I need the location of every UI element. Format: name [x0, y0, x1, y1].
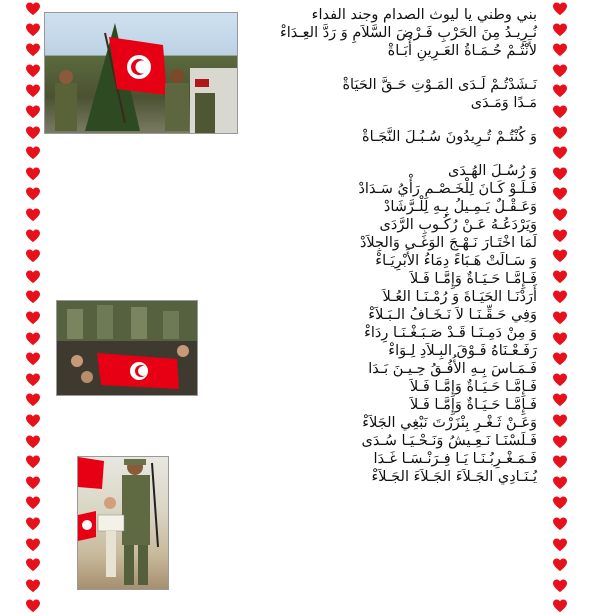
heart-icon [26, 126, 40, 140]
heart-icon [26, 290, 40, 304]
poem-line: أَرَدْنَـا الحَيَـاةَ وَ رُمْـنَـا العُـلاَ [382, 289, 537, 305]
heart-icon [553, 517, 567, 531]
poem-line: وَ مِنْ دَمِـنَـا قَـدْ صَـبَـغْـنَـا رِدَاءْ [364, 325, 537, 341]
heart-icon [26, 2, 40, 16]
heart-icon [26, 352, 40, 366]
heart-icon [26, 23, 40, 37]
heart-icon [26, 373, 40, 387]
stanza-gap [237, 60, 537, 76]
heart-icon [553, 373, 567, 387]
heart-icon [26, 270, 40, 284]
poem-line: مَـدًا وَمَـدَى [470, 95, 537, 111]
heart-border-left [22, 0, 44, 610]
heart-icon [553, 558, 567, 572]
heart-icon [26, 167, 40, 181]
poem-line: يُـنَـادِي الجَـلاَءَ الجَـلاَءَ الجَـلاَءْ [371, 469, 537, 485]
heart-icon [553, 496, 567, 510]
heart-icon [553, 414, 567, 428]
photo-crowd-flag [56, 300, 198, 396]
heart-icon [26, 332, 40, 346]
heart-icon [553, 579, 567, 593]
heart-icon [26, 496, 40, 510]
heart-icon [553, 352, 567, 366]
heart-icon [553, 187, 567, 201]
heart-icon [26, 435, 40, 449]
heart-icon [553, 311, 567, 325]
heart-icon [553, 435, 567, 449]
poem-line: وَعَـنْ ثَـغْـرِ بِنْزَرْتَ نَبْغِي الجَلاَءْ [362, 415, 537, 431]
heart-icon [26, 208, 40, 222]
heart-icon [26, 599, 40, 613]
heart-icon [553, 84, 567, 98]
poem-line: فَـمَـغْـرِبُـنَـا يَـا فِـرَنْـسَـا غَـدَا [373, 451, 537, 467]
heart-icon [26, 187, 40, 201]
heart-icon [553, 43, 567, 57]
heart-icon [26, 64, 40, 78]
heart-icon [553, 2, 567, 16]
heart-icon [553, 23, 567, 37]
poem-line: فَـإِمَّـا حَـيَـاةٌ وَإِمَّـا فَـلاَ [409, 379, 537, 395]
poem-line: نُـرِيـدُ مِنَ الحَرْبِ فَـرْضَ السَّلاَمِ وَ رَدَّ العِـدَاءْ [279, 25, 537, 41]
heart-icon [553, 105, 567, 119]
heart-icon [26, 538, 40, 552]
poem-line: وَ كُنْتُـمْ تُـرِيدُونَ سُـبُـلَ النَّجَـاةْ [361, 129, 537, 145]
heart-icon [553, 146, 567, 160]
heart-icon [553, 229, 567, 243]
poem-line: وَعَـقْـلٌ يَـمِـيلُ بِـهِ لِلْـرَّشَادْ [383, 199, 537, 215]
heart-icon [26, 311, 40, 325]
heart-icon [553, 455, 567, 469]
heart-icon [553, 64, 567, 78]
heart-icon [553, 393, 567, 407]
poem-line: فَـلَـوْ كَـانَ لِلْخَـصْـمِ رَأْيُ سَـدَادْ [358, 181, 537, 197]
poem-line: وَفِي حَـقِّـنَـا لاَ نَـخَـافُ الـبَـلاَءْ [368, 307, 537, 323]
poem-line: وَ سَـالَتْ هَـبَاءً دِمَاءُ الأَبْرِيَـاءْ [375, 253, 537, 269]
heart-icon [26, 84, 40, 98]
poem-line: رَفَـعْـنَاهُ فَـوْقَ البِـلاَدِ لِـوَاءْ [388, 343, 537, 359]
poem-line: وَ رُسُـلَ الهُـدَى [448, 163, 537, 179]
stanza-gap [237, 112, 537, 128]
heart-icon [26, 558, 40, 572]
crowd-flag-image [57, 301, 197, 395]
poem-line: نَـشَدْتُـمْ لَـدَى المَـوْتِ حَـقَّ الحَيَاةْ [342, 77, 537, 93]
poem-line: فَـلَسْنَـا نَـعِـيشُ وَنَـحْـيَـا سُـدَى [361, 433, 537, 449]
heart-icon [553, 332, 567, 346]
heart-icon [553, 476, 567, 490]
poem-line: فَـمَـاسَ بِـهِ الأُفُـقُ حِـيـنَ بَـدَا [368, 361, 537, 377]
heart-icon [553, 167, 567, 181]
heart-icon [26, 393, 40, 407]
heart-icon [26, 146, 40, 160]
poem-line: فَـإِمَّـا حَـيَـاةٌ وَإِمَّـا فَـلاَ [409, 271, 537, 287]
heart-icon [26, 229, 40, 243]
poem-line: بني وطني يا ليوث الصدام وجند الفداء [311, 7, 537, 23]
photo-soldier-child [77, 456, 169, 590]
heart-icon [553, 538, 567, 552]
heart-icon [26, 579, 40, 593]
soldiers-flag-image [45, 13, 237, 133]
heart-icon [553, 270, 567, 284]
heart-icon [26, 105, 40, 119]
heart-icon [26, 414, 40, 428]
heart-icon [553, 249, 567, 263]
poem-line: لأَنْتُـمْ حُـمَـاةُ العَـرِينِ أُبَـاةْ [387, 43, 537, 59]
poem-text [237, 6, 537, 486]
poem-line: فَـإِمَّـا حَـيَـاةٌ وَإِمَّـا فَـلاَ [409, 397, 537, 413]
heart-icon [553, 599, 567, 613]
poem-line: لَمَا اخْتَـارَ نَـهْـجَ الوَغَـى وَالجِلاَدْ [359, 235, 537, 251]
heart-icon [553, 126, 567, 140]
heart-icon [26, 517, 40, 531]
poem-line: وَيَرْدَعُـهُ عَـنْ رُكُـوبِ الرَّدَى [379, 217, 537, 233]
heart-icon [26, 249, 40, 263]
soldier-child-image [78, 457, 168, 589]
heart-icon [553, 290, 567, 304]
photo-soldiers-flag [44, 12, 238, 134]
stanza-gap [237, 146, 537, 162]
heart-border-right [549, 0, 571, 610]
heart-icon [26, 455, 40, 469]
heart-icon [26, 476, 40, 490]
heart-icon [553, 208, 567, 222]
heart-icon [26, 43, 40, 57]
